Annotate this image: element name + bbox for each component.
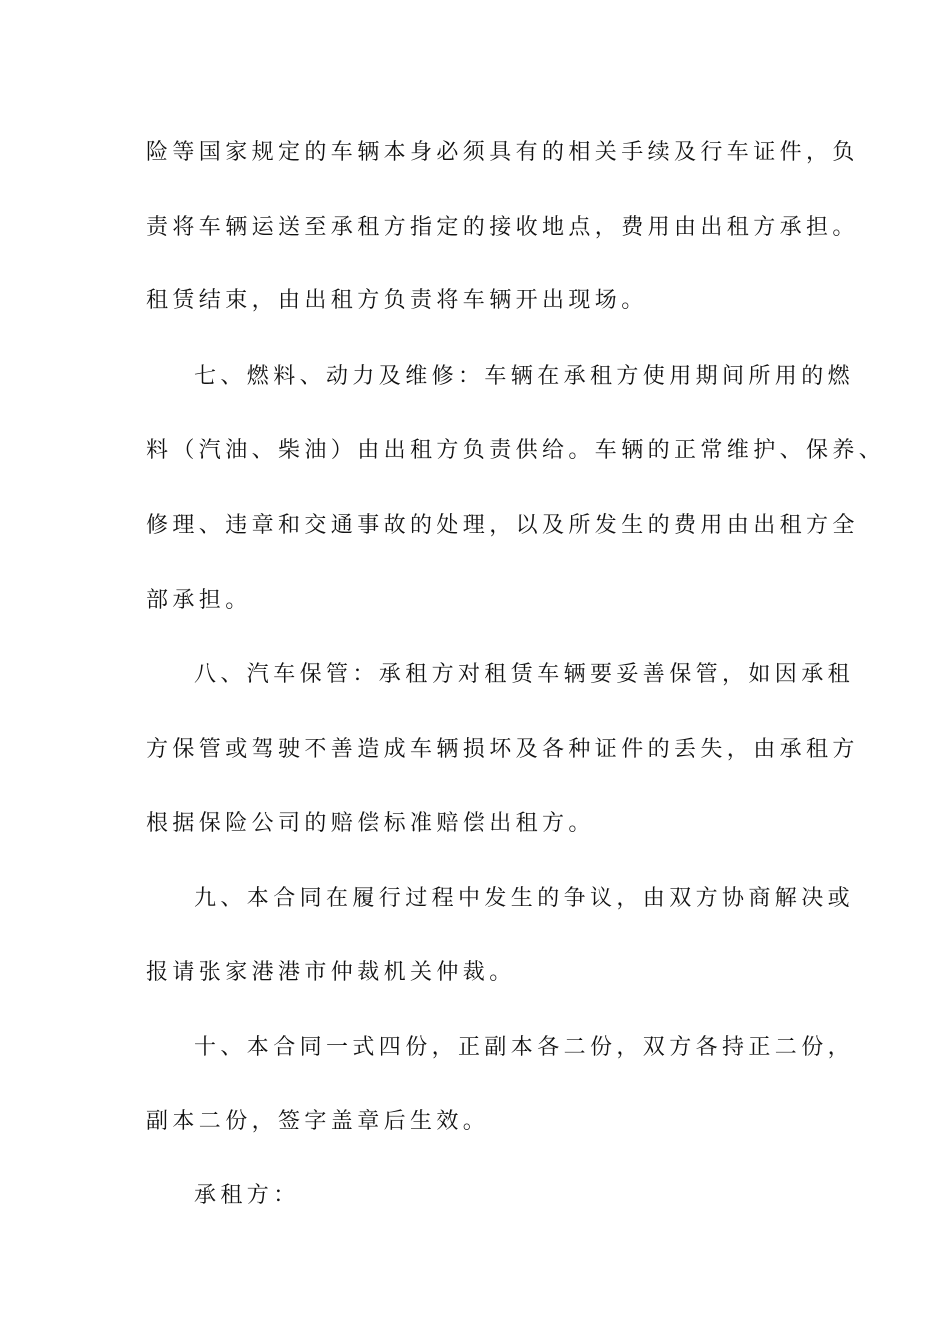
text-line: 责将车辆运送至承租方指定的接收地点，费用由出租方承担。 [146, 215, 859, 240]
text-line: 七、燃料、动力及维修：车辆在承租方使用期间所用的燃 [194, 364, 855, 389]
text-line: 报请张家港港市仲裁机关仲裁。 [146, 960, 516, 985]
text-line: 根据保险公司的赔偿标准赔偿出租方。 [146, 811, 595, 836]
text-line: 修理、违章和交通事故的处理，以及所发生的费用由出租方全 [146, 513, 859, 538]
text-line: 租赁结束，由出租方负责将车辆开出现场。 [146, 288, 648, 313]
text-line: 方保管或驾驶不善造成车辆损坏及各种证件的丢失，由承租方 [146, 737, 859, 762]
text-line: 副本二份，签字盖章后生效。 [146, 1109, 490, 1134]
text-line: 料（汽油、柴油）由出租方负责供给。车辆的正常维护、保养、 [146, 438, 886, 463]
text-line: 险等国家规定的车辆本身必须具有的相关手续及行车证件，负 [146, 140, 859, 165]
signature-label: 承租方： [194, 1183, 300, 1208]
text-line: 九、本合同在履行过程中发生的争议，由双方协商解决或 [194, 886, 855, 911]
text-line: 部承担。 [146, 588, 252, 613]
text-line: 十、本合同一式四份，正副本各二份，双方各持正二份， [194, 1035, 855, 1060]
text-line: 八、汽车保管：承租方对租赁车辆要妥善保管，如因承租 [194, 662, 855, 687]
